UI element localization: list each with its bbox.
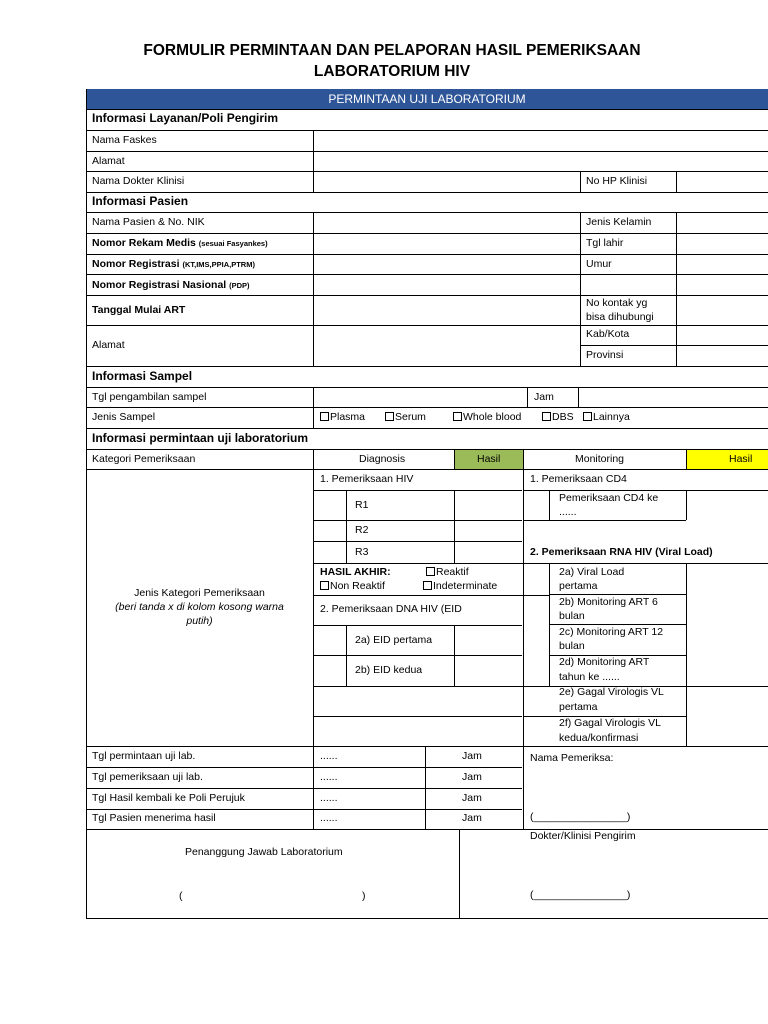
label-alamat-faskes: Alamat [92,155,125,167]
label-r3: R3 [355,546,369,558]
label-kontak-2: bisa dihubungi [586,311,654,323]
label-alamat-pasien: Alamat [92,339,125,351]
section-heading-permintaan: Informasi permintaan uji laboratorium [92,431,309,445]
paren-open: ( [179,890,183,902]
label-eid-pertama: 2a) EID pertama [355,634,433,646]
header-monitoring: Monitoring [575,453,625,465]
label-vl-a-1: 2a) Viral Load [559,566,625,578]
label-vl-a-2: pertama [559,580,598,592]
label-vl-c-1: 2c) Monitoring ART 12 [559,626,664,638]
label-tgl-lahir: Tgl lahir [586,237,624,249]
header-diagnosis: Diagnosis [359,453,406,465]
label-jam-hasil: Jam [462,792,482,804]
label-vl-d-2: tahun ke ...... [559,671,620,683]
label-tgl-permintaan: Tgl permintaan uji lab. [92,750,196,762]
section-band-title: PERMINTAAN UJI LABORATORIUM [86,89,768,109]
label-penanggung-jawab: Penanggung Jawab Laboratorium [185,846,343,858]
signature-line-pemeriksa: (________________) [530,811,631,823]
label-tgl-hasil: Tgl Hasil kembali ke Poli Perujuk [92,792,245,804]
label-kontak-1: No kontak yg [586,297,648,309]
label-hasil-akhir: HASIL AKHIR: [320,566,391,578]
form-title-line1: FORMULIR PERMINTAAN DAN PELAPORAN HASIL PEMERIKSAAN [143,42,641,59]
checkbox-whole-blood[interactable]: Whole blood [453,411,521,424]
label-registrasi: Nomor Registrasi (KT,IMS,PPIA,PTRM) [92,258,255,270]
label-jam-pasien: Jam [462,812,482,824]
paren-close: ) [362,890,366,902]
section-heading-sampel: Informasi Sampel [92,369,193,383]
label-pemeriksaan-hiv: 1. Pemeriksaan HIV [320,473,414,485]
note-kategori-1: (beri tanda x di kolom kosong warna [115,601,284,613]
label-nama-faskes: Nama Faskes [92,134,157,146]
dots-pemeriksaan: ...... [320,771,338,783]
checkbox-non-reaktif[interactable]: Non Reaktif [320,580,385,593]
checkbox-dbs[interactable]: DBS [542,411,574,424]
dots-permintaan: ...... [320,750,338,762]
section-heading-pasien: Informasi Pasien [92,194,189,208]
label-vl-e-1: 2e) Gagal Virologis VL [559,686,664,698]
label-pemeriksaan-cd4: 1. Pemeriksaan CD4 [530,473,627,485]
label-cd4-sub-1: Pemeriksaan CD4 ke [559,492,659,504]
label-tgl-art: Tanggal Mulai ART [92,304,186,316]
header-hasil-monitoring: Hasil [729,453,753,465]
label-pemeriksaan-rna: 2. Pemeriksaan RNA HIV (Viral Load) [530,546,713,558]
label-no-hp-klinisi: No HP Klinisi [586,175,648,187]
dots-hasil: ...... [320,792,338,804]
label-jenis-sampel: Jenis Sampel [92,411,156,423]
checkbox-serum[interactable]: Serum [385,411,426,424]
checkbox-reaktif[interactable]: Reaktif [426,566,469,579]
label-vl-b-1: 2b) Monitoring ART 6 [559,596,658,608]
checkbox-lainnya[interactable]: Lainnya [583,411,630,424]
label-nama-pemeriksa: Nama Pemeriksa: [530,752,614,764]
form-title-line2: LABORATORIUM HIV [313,63,471,80]
label-kabkota: Kab/Kota [586,328,630,340]
checkbox-indeterminate[interactable]: Indeterminate [423,580,497,593]
checkbox-plasma[interactable]: Plasma [320,411,365,424]
label-vl-f-2: kedua/konfirmasi [559,732,639,744]
dots-pasien: ...... [320,812,338,824]
label-vl-f-1: 2f) Gagal Virologis VL [559,717,661,729]
hasil-monitoring-cell [686,449,768,469]
label-nama-nik: Nama Pasien & No. NIK [92,216,205,228]
label-umur: Umur [586,258,612,270]
label-tgl-pemeriksaan: Tgl pemeriksaan uji lab. [92,771,203,783]
label-kategori: Kategori Pemeriksaan [92,453,196,465]
label-vl-e-2: pertama [559,701,598,713]
label-jam-pemeriksaan: Jam [462,771,482,783]
label-jenis-kelamin: Jenis Kelamin [586,216,652,228]
note-kategori-2: putih) [186,615,213,627]
label-cd4-sub-2: ...... [559,506,577,518]
label-r1: R1 [355,499,369,511]
label-vl-b-2: bulan [559,610,585,622]
label-jam-permintaan: Jam [462,750,482,762]
label-jenis-kategori: Jenis Kategori Pemeriksaan [134,587,265,599]
signature-line-dokter: (________________) [530,889,631,901]
label-rekam-medis: Nomor Rekam Medis (sesuai Fasyankes) [92,237,268,249]
section-heading-layanan: Informasi Layanan/Poli Pengirim [92,111,279,125]
label-pemeriksaan-dna: 2. Pemeriksaan DNA HIV (EID [320,603,462,615]
label-vl-d-1: 2d) Monitoring ART [559,656,650,668]
label-nama-dokter: Nama Dokter Klinisi [92,175,185,187]
header-hasil-diagnosis: Hasil [477,453,501,465]
label-tgl-pasien: Tgl Pasien menerima hasil [92,812,216,824]
label-tgl-pengambilan: Tgl pengambilan sampel [92,391,207,403]
label-eid-kedua: 2b) EID kedua [355,664,423,676]
label-vl-c-2: bulan [559,640,585,652]
label-jam-sampel: Jam [534,391,554,403]
label-provinsi: Provinsi [586,349,624,361]
label-r2: R2 [355,524,369,536]
label-dokter-pengirim: Dokter/Klinisi Pengirim [530,830,636,842]
label-registrasi-nasional: Nomor Registrasi Nasional (PDP) [92,279,250,291]
